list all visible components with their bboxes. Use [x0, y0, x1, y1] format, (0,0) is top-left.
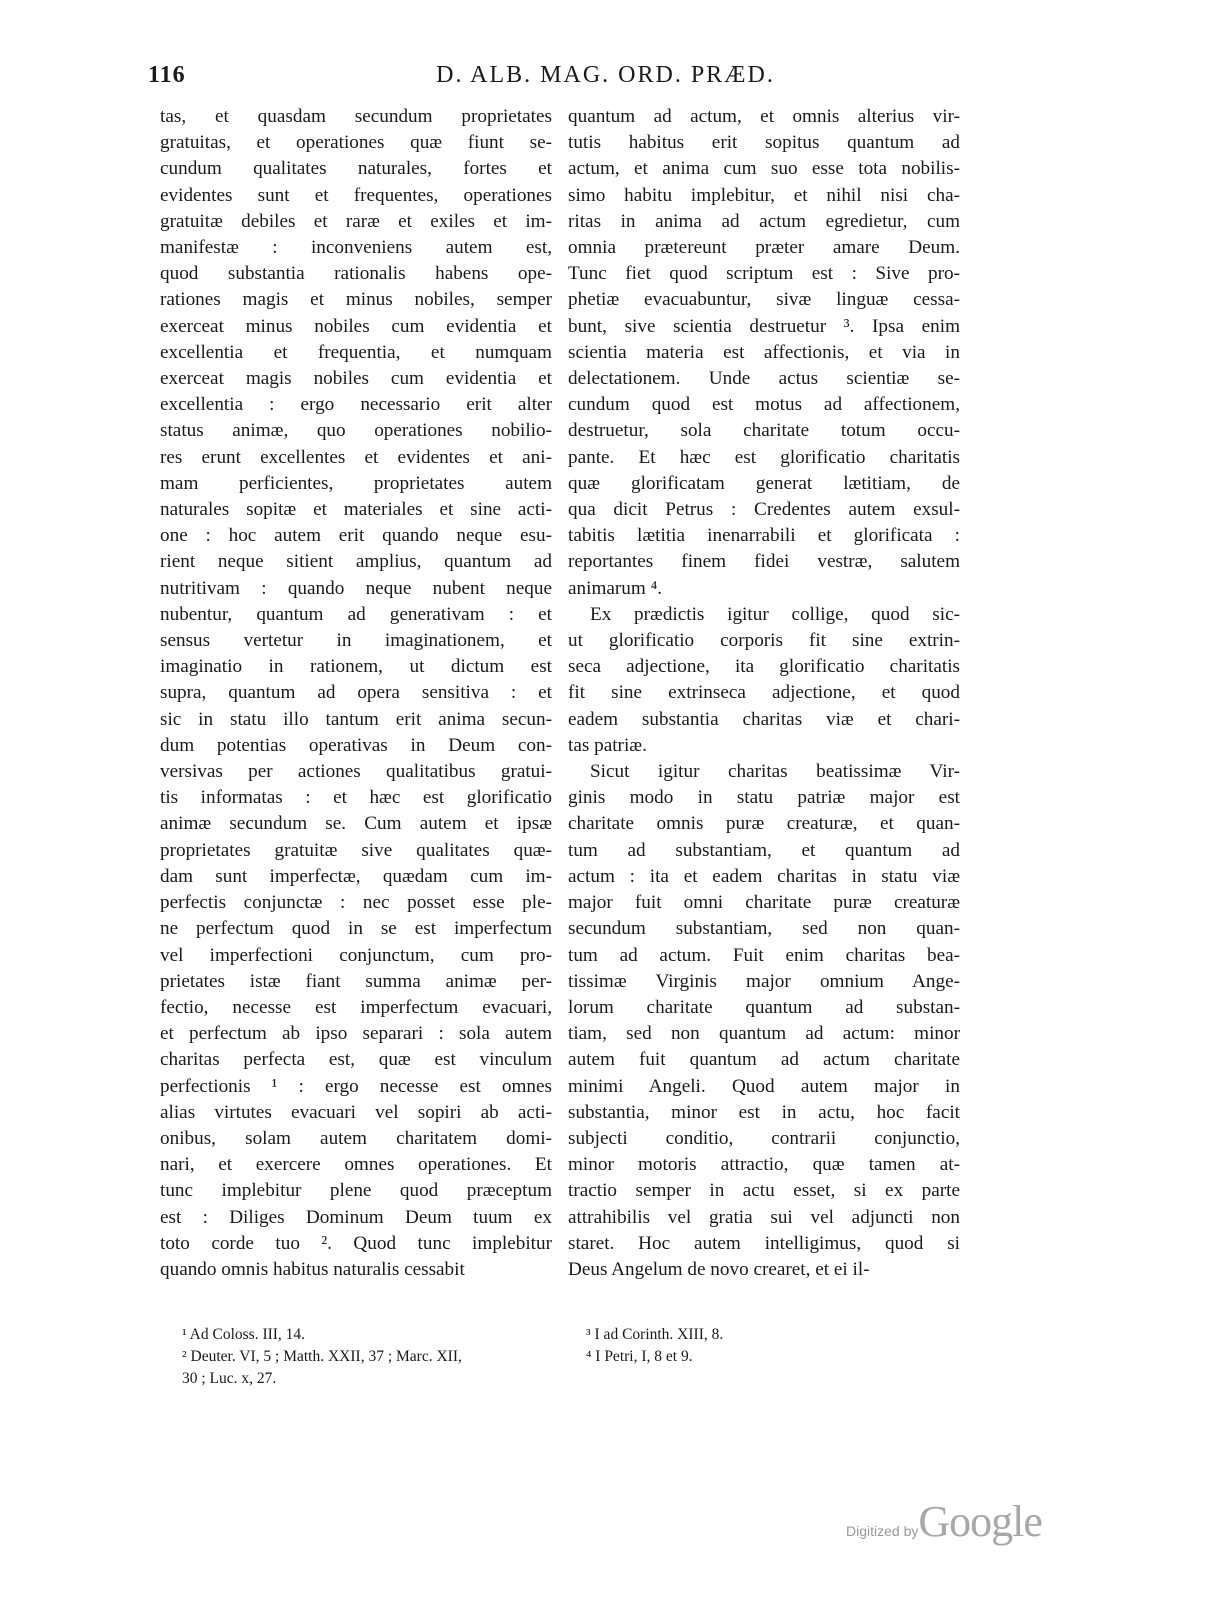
text-line: quando omnis habitus naturalis cessabit: [160, 1258, 465, 1280]
text-line: subjecti conditio, contrarii conjunctio,: [568, 1127, 960, 1149]
text-line: tabitis lætitia inenarrabili et glorificata :: [568, 525, 960, 547]
text-line: animæ secundum se. Cum autem et ipsæ: [160, 813, 552, 835]
text-line: ritas in anima ad actum egredietur, cum: [568, 210, 960, 232]
text-line: lorum charitate quantum ad substan-: [568, 996, 960, 1018]
text-line: Deus Angelum de novo crearet, et ei il-: [568, 1258, 870, 1280]
text-line: ut glorificatio corporis fit sine extrin-: [568, 630, 960, 652]
text-line: alias virtutes evacuari vel sopiri ab acti-: [160, 1101, 552, 1123]
google-logo: Google: [918, 1497, 1042, 1546]
text-line: excellentia : ergo necessario erit alter: [160, 394, 552, 416]
running-title: D. ALB. MAG. ORD. PRÆD.: [436, 62, 775, 88]
text-line: simo habitu implebitur, et nihil nisi cha-: [568, 184, 960, 206]
text-line: exerceat minus nobiles cum evidentia et: [160, 315, 552, 337]
text-line: seca adjectione, ita glorificatio charitatis: [568, 656, 960, 678]
text-line: quantum ad actum, et omnis alterius vir-: [568, 106, 960, 127]
text-line: scientia materia est affectionis, et via in: [568, 341, 960, 363]
text-line: eadem substantia charitas viæ et chari-: [568, 708, 960, 730]
text-line: rationes magis et minus nobiles, semper: [160, 289, 552, 311]
text-line: omnia prætereunt præter amare Deum.: [568, 237, 960, 259]
text-line: phetiæ evacuabuntur, sivæ linguæ cessa-: [568, 289, 960, 311]
text-line: fectio, necesse est imperfectum evacuari,: [160, 996, 552, 1018]
text-line: substantia, minor est in actu, hoc facit: [568, 1101, 960, 1123]
digitized-by-text: Digitized by: [846, 1523, 919, 1539]
text-line: Sicut igitur charitas beatissimæ Vir-: [590, 761, 960, 783]
text-line: staret. Hoc autem intelligimus, quod si: [568, 1232, 960, 1254]
text-line: proprietates gratuitæ sive qualitates quæ-: [160, 839, 552, 861]
left-text-column: [160, 104, 552, 1283]
footnotes-right: [586, 1324, 886, 1368]
text-line: gratuitæ debiles et raræ et exiles et im-: [160, 210, 552, 232]
text-line: actum, et anima cum suo esse tota nobilis-: [568, 158, 960, 180]
text-line: dum potentias operativas in Deum con-: [160, 734, 552, 756]
text-line: Ex prædictis igitur collige, quod sic-: [590, 603, 960, 625]
text-line: evidentes sunt et frequentes, operationes: [160, 184, 552, 206]
text-line: major fuit omni charitate puræ creaturæ: [568, 892, 960, 914]
text-line: perfectionis ¹ : ergo necesse est omnes: [160, 1075, 552, 1097]
text-line: delectationem. Unde actus scientiæ se-: [568, 368, 960, 390]
text-line: actum : ita et eadem charitas in statu viæ: [568, 865, 960, 887]
text-line: versivas per actiones qualitatibus gratui-: [160, 761, 552, 783]
text-line: tunc implebitur plene quod præceptum: [160, 1180, 552, 1202]
text-line: ginis modo in statu patriæ major est: [568, 787, 960, 809]
text-line: rient neque sitient amplius, quantum ad: [160, 551, 552, 573]
text-line: toto corde tuo ². Quod tunc implebitur: [160, 1232, 552, 1254]
text-line: ne perfectum quod in se est imperfectum: [160, 918, 552, 940]
text-line: onibus, solam autem charitatem domi-: [160, 1127, 552, 1149]
text-line: tiam, sed non quantum ad actum: minor: [568, 1023, 960, 1045]
text-line: est : Diliges Dominum Deum tuum ex: [160, 1206, 552, 1228]
text-line: tutis habitus erit sopitus quantum ad: [568, 132, 960, 154]
text-line: attrahibilis vel gratia sui vel adjuncti non: [568, 1206, 960, 1228]
footnote-line: ² Deuter. VI, 5 ; Matth. XXII, 37 ; Marc. XII,: [182, 1348, 462, 1365]
footnote-line: ⁴ I Petri, I, 8 et 9.: [586, 1348, 693, 1365]
text-line: sic in statu illo tantum erit anima secun-: [160, 708, 552, 730]
text-line: excellentia et frequentia, et numquam: [160, 341, 552, 363]
text-line: one : hoc autem erit quando neque esu-: [160, 525, 552, 547]
text-line: cundum qualitates naturales, fortes et: [160, 158, 552, 180]
text-line: bunt, sive scientia destruetur ³. Ipsa enim: [568, 315, 960, 337]
text-line: qua dicit Petrus : Credentes autem exsul-: [568, 499, 960, 521]
text-line: charitas perfecta est, quæ est vinculum: [160, 1049, 552, 1071]
text-line: cundum quod est motus ad affectionem,: [568, 394, 960, 416]
text-line: autem fuit quantum ad actum charitate: [568, 1049, 960, 1071]
text-line: dam sunt imperfectæ, quædam cum im-: [160, 865, 552, 887]
text-line: tractio semper in actu esset, si ex parte: [568, 1180, 960, 1202]
digitized-by-google-watermark: [846, 1496, 1042, 1547]
text-line: quod substantia rationalis habens ope-: [160, 263, 552, 285]
text-line: naturales sopitæ et materiales et sine acti-: [160, 499, 552, 521]
footnotes-left: [182, 1324, 552, 1390]
text-line: pante. Et hæc est glorificatio charitatis: [568, 446, 960, 468]
text-line: supra, quantum ad opera sensitiva : et: [160, 682, 552, 704]
text-line: nubentur, quantum ad generativam : et: [160, 603, 552, 625]
text-line: tis informatas : et hæc est glorificatio: [160, 787, 552, 809]
text-line: charitate omnis puræ creaturæ, et quan-: [568, 813, 960, 835]
text-line: perfectis conjunctæ : nec posset esse ple-: [160, 892, 552, 914]
footnote-line: ¹ Ad Coloss. III, 14.: [182, 1326, 306, 1343]
text-line: reportantes finem fidei vestræ, salutem: [568, 551, 960, 573]
text-line: et perfectum ab ipso separari : sola autem: [160, 1023, 552, 1045]
text-line: tissimæ Virginis major omnium Ange-: [568, 970, 960, 992]
text-line: tas patriæ.: [568, 734, 647, 756]
footnote-line: 30 ; Luc. x, 27.: [182, 1370, 277, 1387]
text-line: exerceat magis nobiles cum evidentia et: [160, 368, 552, 390]
text-line: minor motoris attractio, quæ tamen at-: [568, 1154, 960, 1176]
text-line: manifestæ : inconveniens autem est,: [160, 237, 552, 259]
text-line: fit sine extrinseca adjectione, et quod: [568, 682, 960, 704]
text-line: nutritivam : quando neque nubent neque: [160, 577, 552, 599]
text-line: tum ad actum. Fuit enim charitas bea-: [568, 944, 960, 966]
text-line: tum ad substantiam, et quantum ad: [568, 839, 960, 861]
text-line: minimi Angeli. Quod autem major in: [568, 1075, 960, 1097]
text-line: tas, et quasdam secundum proprietates: [160, 106, 552, 127]
text-line: mam perficientes, proprietates autem: [160, 472, 552, 494]
footnote-line: ³ I ad Corinth. XIII, 8.: [586, 1326, 724, 1343]
text-line: imaginatio in rationem, ut dictum est: [160, 656, 552, 678]
text-line: sensus vertetur in imaginationem, et: [160, 630, 552, 652]
text-line: quæ glorificatam generat lætitiam, de: [568, 472, 960, 494]
text-line: prietates istæ fiant summa animæ per-: [160, 970, 552, 992]
text-line: nari, et exercere omnes operationes. Et: [160, 1154, 552, 1176]
right-text-column: [568, 104, 960, 1283]
text-line: animarum ⁴.: [568, 577, 663, 599]
page-header: [0, 62, 1211, 92]
text-line: res erunt excellentes et evidentes et ani-: [160, 446, 552, 468]
text-line: gratuitas, et operationes quæ fiunt se-: [160, 132, 552, 154]
text-line: Tunc fiet quod scriptum est : Sive pro-: [568, 263, 960, 285]
text-line: vel imperfectioni conjunctum, cum pro-: [160, 944, 552, 966]
page-number: 116: [148, 62, 186, 88]
text-line: status animæ, quo operationes nobilio-: [160, 420, 552, 442]
text-line: secundum substantiam, sed non quan-: [568, 918, 960, 940]
text-line: destruetur, sola charitate totum occu-: [568, 420, 960, 442]
